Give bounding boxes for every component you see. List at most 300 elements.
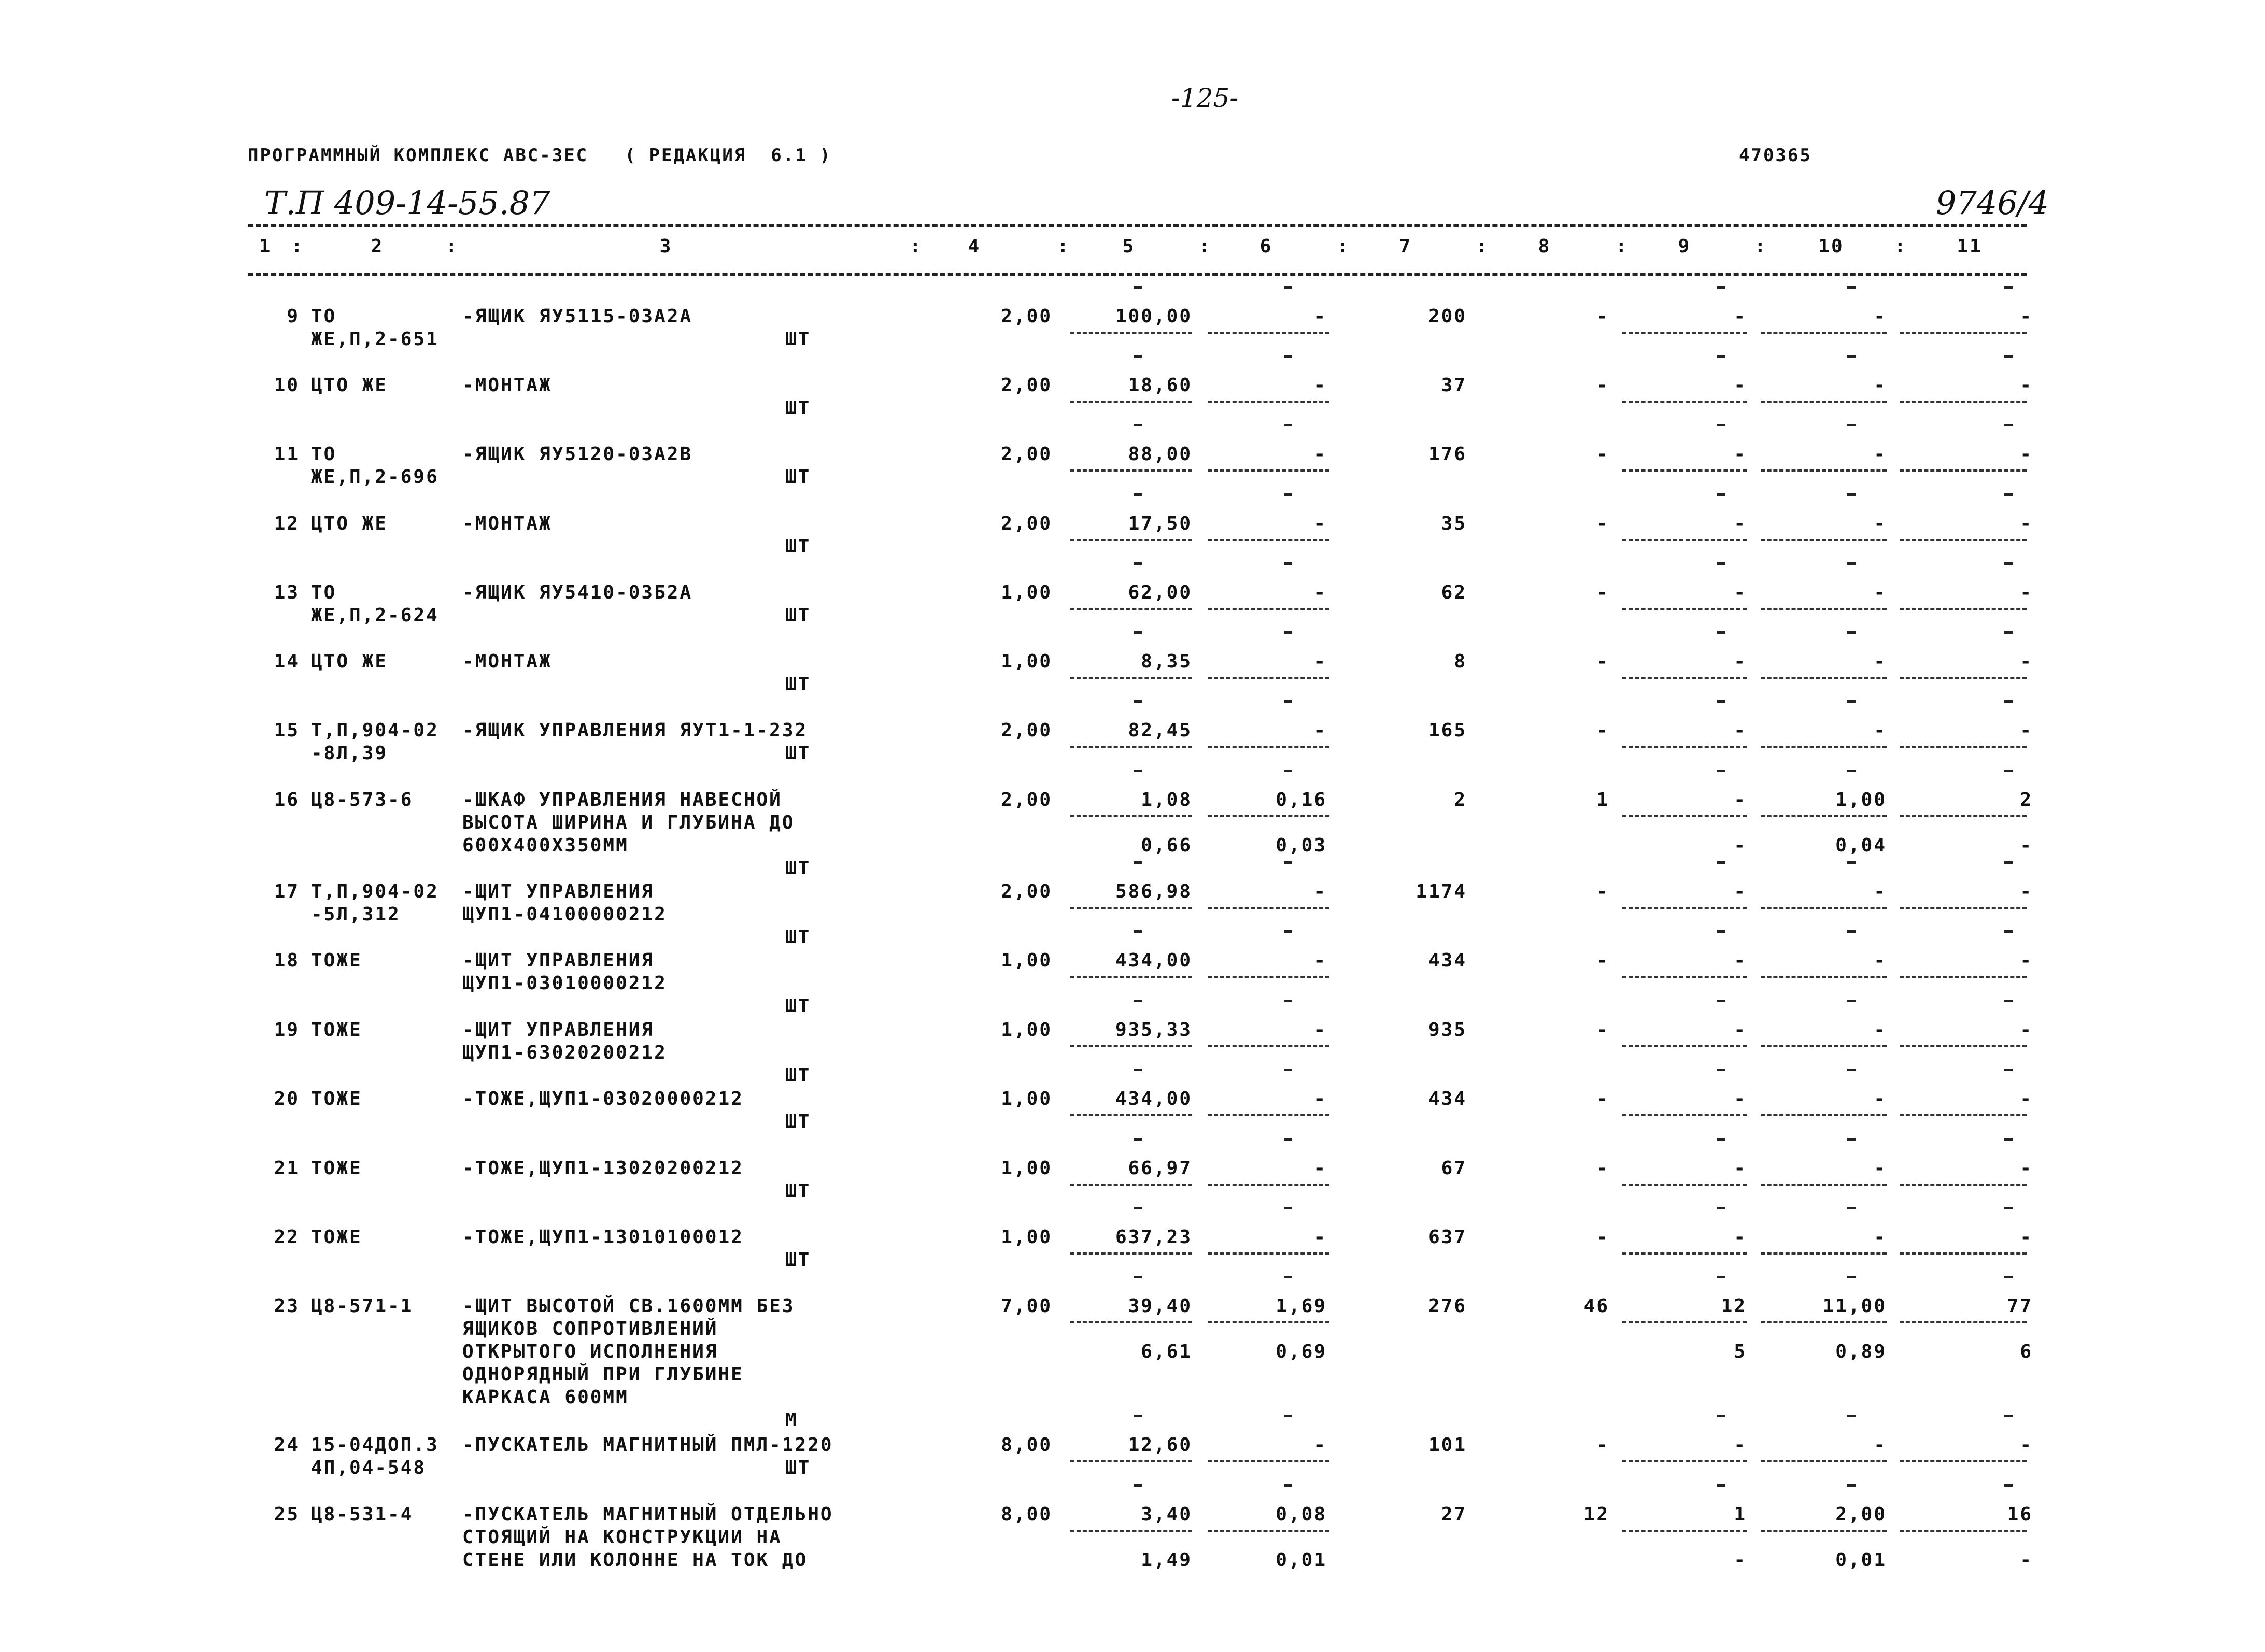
dash-mark: [2004, 1415, 2013, 1417]
row-name: -ТОЖЕ,ЩУП1-13010100012: [462, 1227, 744, 1248]
row-number: 23: [274, 1295, 300, 1317]
row-col11: -: [2020, 1158, 2033, 1179]
row-col8: -: [1596, 1434, 1609, 1456]
row-name: -ЯЩИК УПРАВЛЕНИЯ ЯУТ1-1-232: [462, 720, 808, 741]
row-unit-price: 637,23: [1115, 1227, 1192, 1248]
dash-mark: [1717, 562, 1725, 565]
cell-divider: [1622, 1252, 1747, 1255]
column-separator: :: [1754, 236, 1767, 257]
row-col8: -: [1596, 513, 1609, 534]
row-quantity: 8,00: [1001, 1434, 1052, 1456]
row-quantity: 1,00: [1001, 1158, 1052, 1179]
row-sub-col5: 6,61: [1141, 1341, 1192, 1362]
cell-divider: [1070, 976, 1192, 978]
row-quantity: 2,00: [1001, 881, 1052, 902]
row-col6: -: [1314, 1227, 1327, 1248]
row-col10: -: [1874, 444, 1887, 465]
row-code: Ц8-531-4: [311, 1504, 414, 1525]
row-name: -ПУСКАТЕЛЬ МАГНИТНЫЙ ПМЛ-1220: [462, 1434, 833, 1456]
cell-divider: [1761, 746, 1887, 748]
column-header-3: 3: [659, 236, 673, 257]
row-unit: ШТ: [785, 1457, 811, 1478]
row-col6: 0,16: [1276, 789, 1327, 810]
row-code: ЖЕ,П,2-624: [311, 605, 439, 626]
dash-mark: [2004, 286, 2013, 289]
dash-mark: [1717, 424, 1725, 426]
row-quantity: 2,00: [1001, 720, 1052, 741]
row-number: 11: [274, 444, 300, 465]
dash-mark: [1134, 1484, 1142, 1487]
dash-mark: [1847, 861, 1856, 864]
row-total-cost: 176: [1428, 444, 1467, 465]
cell-divider: [1622, 1184, 1747, 1186]
cell-divider: [1208, 907, 1329, 909]
row-sub-col10: 0,04: [1835, 835, 1887, 856]
row-name: ЩУП1-63020200212: [462, 1042, 667, 1063]
cell-divider: [1208, 677, 1329, 679]
row-col10: 1,00: [1835, 789, 1887, 810]
row-code: Т,П,904-02: [311, 881, 439, 902]
row-quantity: 1,00: [1001, 1227, 1052, 1248]
row-col10: -: [1874, 375, 1887, 396]
cell-divider: [1070, 608, 1192, 610]
cell-divider: [1070, 539, 1192, 541]
dash-mark: [1284, 930, 1292, 933]
dash-mark: [1847, 355, 1856, 358]
row-quantity: 1,00: [1001, 1088, 1052, 1109]
program-header: ПРОГРАММНЫЙ КОМПЛЕКС АВС-3ЕС ( РЕДАКЦИЯ 6.1 ): [248, 145, 832, 166]
row-unit-price: 18,60: [1128, 375, 1192, 396]
row-unit: ШТ: [785, 674, 811, 695]
dash-mark: [1134, 1276, 1142, 1278]
row-col6: 0,08: [1276, 1504, 1327, 1525]
dash-mark: [1284, 562, 1292, 565]
row-col6: -: [1314, 582, 1327, 603]
row-col9: -: [1734, 1088, 1747, 1109]
dash-mark: [2004, 424, 2013, 426]
row-col11: -: [2020, 1227, 2033, 1248]
row-unit-price: 62,00: [1128, 582, 1192, 603]
column-separator: :: [910, 236, 923, 257]
row-col10: 2,00: [1835, 1504, 1887, 1525]
row-sub-col9: -: [1734, 835, 1747, 856]
row-code: -8Л,39: [311, 743, 388, 764]
cell-divider: [1761, 976, 1887, 978]
row-col10: -: [1874, 651, 1887, 672]
row-name: -ЩИТ ВЫСОТОЙ СВ.1600ММ БЕЗ: [462, 1295, 795, 1317]
column-header-10: 10: [1818, 236, 1844, 257]
row-name: ОТКРЫТОГО ИСПОЛНЕНИЯ: [462, 1341, 718, 1362]
dash-mark: [1847, 562, 1856, 565]
cell-divider: [1761, 332, 1887, 334]
row-col8: -: [1596, 1158, 1609, 1179]
row-col10: -: [1874, 720, 1887, 741]
cell-divider: [1761, 1252, 1887, 1255]
row-unit-price: 8,35: [1141, 651, 1192, 672]
dash-mark: [1717, 493, 1725, 496]
row-number: 18: [274, 950, 300, 971]
dash-mark: [1717, 355, 1725, 358]
row-col10: -: [1874, 1227, 1887, 1248]
cell-divider: [1208, 815, 1329, 817]
cell-divider: [1070, 1045, 1192, 1047]
row-sub-col6: 0,69: [1276, 1341, 1327, 1362]
cell-divider: [1761, 469, 1887, 472]
column-separator: :: [1057, 236, 1070, 257]
row-col9: 12: [1721, 1295, 1747, 1317]
row-unit: ШТ: [785, 995, 811, 1017]
row-sub-col11: 6: [2020, 1341, 2033, 1362]
dash-mark: [2004, 770, 2013, 772]
cell-divider: [1761, 401, 1887, 403]
cell-divider: [1208, 1045, 1329, 1047]
cell-divider: [1622, 815, 1747, 817]
row-name: СТЕНЕ ИЛИ КОЛОННЕ НА ТОК ДО: [462, 1549, 808, 1571]
row-name: -МОНТАЖ: [462, 513, 552, 534]
row-col6: -: [1314, 881, 1327, 902]
row-col10: -: [1874, 1434, 1887, 1456]
dash-mark: [1717, 1069, 1725, 1071]
row-col8: -: [1596, 1227, 1609, 1248]
row-col9: 1: [1734, 1504, 1747, 1525]
row-col11: -: [2020, 651, 2033, 672]
row-unit-price: 66,97: [1128, 1158, 1192, 1179]
cell-divider: [1900, 815, 2027, 817]
dash-mark: [1134, 1415, 1142, 1417]
cell-divider: [1900, 469, 2027, 472]
row-col11: 16: [2007, 1504, 2033, 1525]
row-unit: ШТ: [785, 605, 811, 626]
row-name: ВЫСОТА ШИРИНА И ГЛУБИНА ДО: [462, 812, 795, 833]
dash-mark: [1284, 1484, 1292, 1487]
dash-mark: [1847, 286, 1856, 289]
cell-divider: [1070, 677, 1192, 679]
row-total-cost: 35: [1441, 513, 1467, 534]
dash-mark: [1717, 930, 1725, 933]
row-code: ЦТО ЖЕ: [311, 513, 388, 534]
cell-divider: [1761, 677, 1887, 679]
dash-mark: [1134, 930, 1142, 933]
row-name: -ЩИТ УПРАВЛЕНИЯ: [462, 881, 655, 902]
cell-divider: [1208, 746, 1329, 748]
dash-mark: [1284, 1207, 1292, 1209]
row-unit-price: 17,50: [1128, 513, 1192, 534]
row-name: ЯЩИКОВ СОПРОТИВЛЕНИЙ: [462, 1318, 718, 1340]
column-separator: :: [1894, 236, 1907, 257]
column-header-7: 7: [1399, 236, 1412, 257]
row-total-cost: 165: [1428, 720, 1467, 741]
row-code: Ц8-573-6: [311, 789, 414, 810]
cell-divider: [1900, 1252, 2027, 1255]
cell-divider: [1622, 608, 1747, 610]
row-total-cost: 62: [1441, 582, 1467, 603]
row-sub-col11: -: [2020, 835, 2033, 856]
row-name: -МОНТАЖ: [462, 651, 552, 672]
cell-divider: [1900, 401, 2027, 403]
dash-mark: [1134, 286, 1142, 289]
row-number: 12: [274, 513, 300, 534]
row-quantity: 1,00: [1001, 950, 1052, 971]
cell-divider: [1622, 677, 1747, 679]
row-sub-col6: 0,03: [1276, 835, 1327, 856]
cell-divider: [1622, 332, 1747, 334]
dash-mark: [1847, 1138, 1856, 1141]
dash-mark: [1134, 1000, 1142, 1002]
row-number: 14: [274, 651, 300, 672]
row-col10: -: [1874, 950, 1887, 971]
row-unit: ШТ: [785, 858, 811, 879]
row-col9: -: [1734, 651, 1747, 672]
cell-divider: [1070, 401, 1192, 403]
row-number: 24: [274, 1434, 300, 1456]
cell-divider: [1208, 608, 1329, 610]
dash-mark: [1284, 1276, 1292, 1278]
dash-mark: [2004, 1484, 2013, 1487]
header-top-rule: [248, 224, 2027, 227]
dash-mark: [1134, 355, 1142, 358]
column-separator: :: [1337, 236, 1350, 257]
row-unit-price: 434,00: [1115, 950, 1192, 971]
dash-mark: [1284, 1415, 1292, 1417]
row-unit-price: 434,00: [1115, 1088, 1192, 1109]
cell-divider: [1070, 907, 1192, 909]
row-total-cost: 101: [1428, 1434, 1467, 1456]
cell-divider: [1900, 608, 2027, 610]
row-col8: -: [1596, 582, 1609, 603]
row-col8: -: [1596, 720, 1609, 741]
row-unit-price: 82,45: [1128, 720, 1192, 741]
row-unit-price: 39,40: [1128, 1295, 1192, 1317]
cell-divider: [1208, 1252, 1329, 1255]
dash-mark: [1717, 631, 1725, 634]
cell-divider: [1622, 976, 1747, 978]
row-col6: -: [1314, 1434, 1327, 1456]
row-col6: -: [1314, 1019, 1327, 1041]
row-col8: 12: [1583, 1504, 1609, 1525]
cell-divider: [1761, 1184, 1887, 1186]
cell-divider: [1900, 539, 2027, 541]
cell-divider: [1900, 907, 2027, 909]
row-col11: -: [2020, 1019, 2033, 1041]
dash-mark: [1284, 861, 1292, 864]
dash-mark: [1717, 861, 1725, 864]
row-number: 21: [274, 1158, 300, 1179]
dash-mark: [1717, 1415, 1725, 1417]
row-total-cost: 935: [1428, 1019, 1467, 1041]
dash-mark: [1284, 700, 1292, 703]
dash-mark: [1847, 1484, 1856, 1487]
row-number: 13: [274, 582, 300, 603]
cell-divider: [1070, 469, 1192, 472]
cell-divider: [1208, 332, 1329, 334]
cell-divider: [1900, 677, 2027, 679]
dash-mark: [2004, 1000, 2013, 1002]
row-name: ЩУП1-03010000212: [462, 973, 667, 994]
row-col11: 2: [2020, 789, 2033, 810]
row-quantity: 1,00: [1001, 582, 1052, 603]
row-quantity: 7,00: [1001, 1295, 1052, 1317]
row-col10: -: [1874, 306, 1887, 327]
row-unit-price: 3,40: [1141, 1504, 1192, 1525]
row-code: ЖЕ,П,2-651: [311, 329, 439, 350]
dash-mark: [1717, 1276, 1725, 1278]
row-col9: -: [1734, 306, 1747, 327]
row-number: 10: [274, 375, 300, 396]
cell-divider: [1208, 539, 1329, 541]
row-col10: -: [1874, 1088, 1887, 1109]
dash-mark: [1717, 1138, 1725, 1141]
dash-mark: [1134, 700, 1142, 703]
row-name: -ШКАФ УПРАВЛЕНИЯ НАВЕСНОЙ: [462, 789, 782, 810]
row-col10: -: [1874, 513, 1887, 534]
row-col6: -: [1314, 1088, 1327, 1109]
dash-mark: [2004, 493, 2013, 496]
cell-divider: [1900, 1321, 2027, 1323]
dash-mark: [1284, 355, 1292, 358]
row-sub-col6: 0,01: [1276, 1549, 1327, 1571]
cell-divider: [1761, 1460, 1887, 1462]
row-col6: 1,69: [1276, 1295, 1327, 1317]
row-code: ТОЖЕ: [311, 950, 362, 971]
row-unit-price: 12,60: [1128, 1434, 1192, 1456]
sheet-ref: 9746/4: [1936, 184, 2049, 222]
row-unit-price: 586,98: [1115, 881, 1192, 902]
row-unit: ШТ: [785, 1111, 811, 1132]
row-code: 15-04ДОП.3: [311, 1434, 439, 1456]
row-quantity: 2,00: [1001, 306, 1052, 327]
row-col9: -: [1734, 1019, 1747, 1041]
dash-mark: [1847, 1069, 1856, 1071]
row-col10: -: [1874, 1019, 1887, 1041]
dash-mark: [1847, 1415, 1856, 1417]
row-sub-col9: -: [1734, 1549, 1747, 1571]
row-code: ЖЕ,П,2-696: [311, 466, 439, 488]
dash-mark: [1847, 1276, 1856, 1278]
row-col8: -: [1596, 306, 1609, 327]
row-name: ЩУП1-04100000212: [462, 904, 667, 925]
row-unit: ШТ: [785, 743, 811, 764]
row-name: ОДНОРЯДНЫЙ ПРИ ГЛУБИНЕ: [462, 1364, 744, 1385]
row-quantity: 2,00: [1001, 513, 1052, 534]
dash-mark: [1717, 700, 1725, 703]
cell-divider: [1622, 469, 1747, 472]
row-sub-col10: 0,01: [1835, 1549, 1887, 1571]
cell-divider: [1900, 1530, 2027, 1532]
dash-mark: [2004, 355, 2013, 358]
row-total-cost: 637: [1428, 1227, 1467, 1248]
row-col9: -: [1734, 720, 1747, 741]
row-quantity: 2,00: [1001, 444, 1052, 465]
row-name: -ЯЩИК ЯУ5120-03А2В: [462, 444, 693, 465]
cell-divider: [1622, 1321, 1747, 1323]
cell-divider: [1622, 907, 1747, 909]
dash-mark: [2004, 930, 2013, 933]
column-header-5: 5: [1122, 236, 1136, 257]
row-col8: -: [1596, 444, 1609, 465]
dash-mark: [2004, 1207, 2013, 1209]
row-number: 25: [274, 1504, 300, 1525]
cell-divider: [1070, 1321, 1192, 1323]
cell-divider: [1070, 1530, 1192, 1532]
dash-mark: [1284, 631, 1292, 634]
dash-mark: [1717, 770, 1725, 772]
row-col11: -: [2020, 513, 2033, 534]
row-col9: -: [1734, 582, 1747, 603]
row-unit-price: 1,08: [1141, 789, 1192, 810]
column-separator: :: [446, 236, 459, 257]
row-quantity: 1,00: [1001, 1019, 1052, 1041]
row-col9: -: [1734, 513, 1747, 534]
page-number: -125-: [1171, 83, 1239, 113]
column-header-1: 1: [259, 236, 272, 257]
row-col9: -: [1734, 950, 1747, 971]
cell-divider: [1622, 539, 1747, 541]
dash-mark: [1134, 1207, 1142, 1209]
dash-mark: [1134, 770, 1142, 772]
cell-divider: [1761, 608, 1887, 610]
dash-mark: [1134, 631, 1142, 634]
dash-mark: [1284, 1138, 1292, 1141]
row-total-cost: 200: [1428, 306, 1467, 327]
cell-divider: [1208, 469, 1329, 472]
cell-divider: [1900, 1184, 2027, 1186]
row-number: 15: [274, 720, 300, 741]
dash-mark: [1284, 493, 1292, 496]
cell-divider: [1208, 1460, 1329, 1462]
row-col11: -: [2020, 306, 2033, 327]
row-unit: ШТ: [785, 397, 811, 419]
cell-divider: [1208, 1184, 1329, 1186]
dash-mark: [2004, 1138, 2013, 1141]
row-col9: -: [1734, 375, 1747, 396]
dash-mark: [1134, 562, 1142, 565]
row-quantity: 1,00: [1001, 651, 1052, 672]
row-total-cost: 2: [1454, 789, 1467, 810]
row-col6: -: [1314, 513, 1327, 534]
cell-divider: [1900, 1460, 2027, 1462]
dash-mark: [2004, 562, 2013, 565]
cell-divider: [1761, 907, 1887, 909]
dash-mark: [1134, 424, 1142, 426]
row-col6: -: [1314, 720, 1327, 741]
row-total-cost: 1174: [1415, 881, 1467, 902]
row-col11: -: [2020, 1088, 2033, 1109]
row-quantity: 2,00: [1001, 789, 1052, 810]
dash-mark: [1134, 493, 1142, 496]
row-col11: -: [2020, 444, 2033, 465]
row-col8: -: [1596, 375, 1609, 396]
row-col6: -: [1314, 1158, 1327, 1179]
row-sub-col5: 0,66: [1141, 835, 1192, 856]
row-sub-col10: 0,89: [1835, 1341, 1887, 1362]
row-code: ТОЖЕ: [311, 1019, 362, 1041]
row-number: 9: [287, 306, 300, 327]
row-col11: -: [2020, 375, 2033, 396]
row-code: ТОЖЕ: [311, 1088, 362, 1109]
tp-label: Т.П 409-14-55.87: [264, 184, 550, 222]
cell-divider: [1208, 401, 1329, 403]
cell-divider: [1900, 746, 2027, 748]
row-col9: -: [1734, 881, 1747, 902]
row-sub-col11: -: [2020, 1549, 2033, 1571]
dash-mark: [1847, 631, 1856, 634]
cell-divider: [1208, 1321, 1329, 1323]
dash-mark: [2004, 631, 2013, 634]
dash-mark: [1847, 930, 1856, 933]
row-name: -ЯЩИК ЯУ5410-03Б2А: [462, 582, 693, 603]
row-code: ТО: [311, 444, 337, 465]
row-code: 4П,04-548: [311, 1457, 427, 1478]
